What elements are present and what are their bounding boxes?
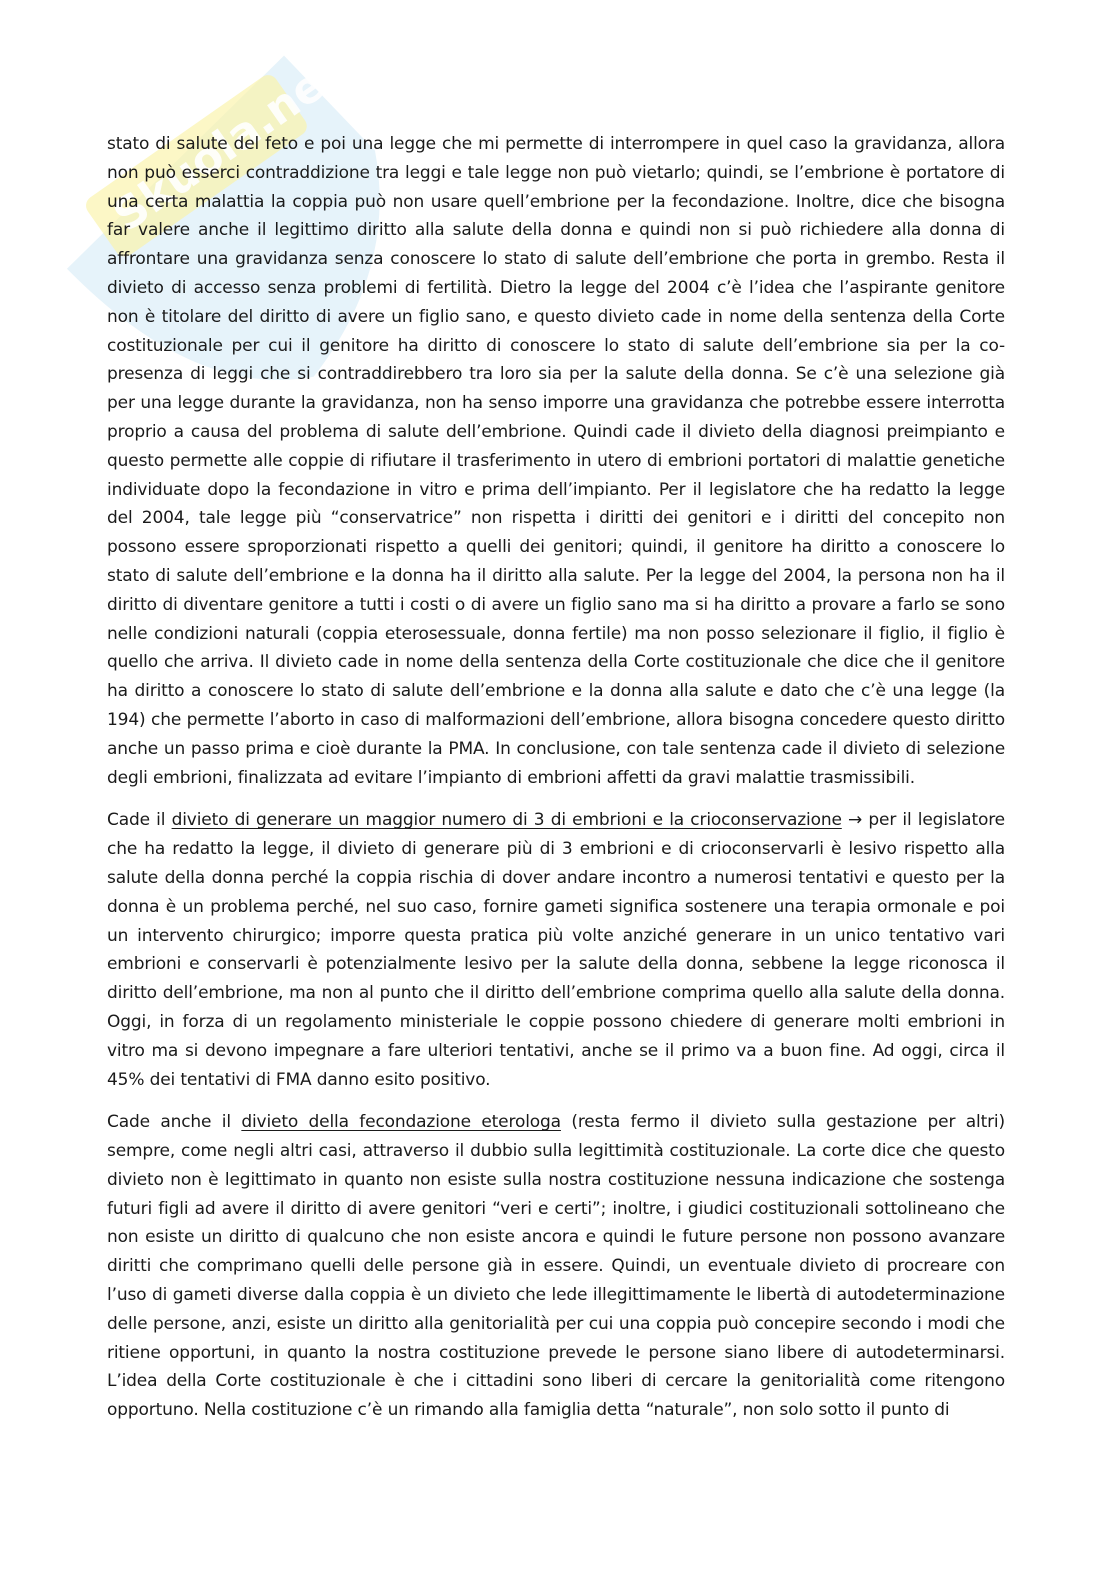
paragraph-3-text: (resta fermo il divieto sulla gestazione per altri) sempre, come negli altri casi, attraverso il dubbio sulla legittimità costituzionale. La corte dice che questo divieto non è legittimato in quanto non esiste sulla nostra costituzione nessuna indicazione che sostenga futuri figli ad avere il diritto di avere genitori “veri e certi”; inoltre, i giudici costituzionali sottolineano che non esiste un diritto di qualcuno che non esiste ancora e quindi le future persone non possono avanzare diritti che comprimano quelli delle persone già in essere. Quindi, un eventuale divieto di procreare con l’uso di gameti diverse dalla coppia è un divieto che lede illegittimamente le libertà di autodeterminazione delle persone, anzi, esiste un diritto alla genitorialità per cui una coppia può concepire secondo i modi che ritiene opportuni, in quanto la nostra costituzione prevede le persone siano libere di autodeterminarsi. L’idea della Corte costituzionale è che i cittadini sono liberi di cercare la genitorialità come ritengono opportuno. Nella costituzione c’è un rimando alla famiglia detta “naturale”, non solo sotto il punto di: [107, 1112, 1005, 1421]
paragraph-2: [107, 806, 1005, 1094]
arrow-icon: →: [841, 810, 869, 831]
paragraph-1: [107, 130, 1005, 792]
document-body: [107, 130, 1005, 1425]
paragraph-3-underlined-heading: divieto della fecondazione eterologa: [241, 1112, 561, 1133]
paragraph-2-underlined-heading: divieto di generare un maggior numero di 3 di embrioni e la crioconservazione: [171, 810, 842, 831]
paragraph-3-lead: Cade anche il: [107, 1112, 242, 1133]
paragraph-2-text: per il legislatore che ha redatto la legge, il divieto di generare più di 3 embrioni e di crioconservarli è lesivo rispetto alla salute della donna perché la coppia rischia di dover andare incontro a numerosi tentativi e questo per la donna è un problema perché, nel suo caso, fornire gameti significa sostenere una terapia ormonale e poi un intervento chirurgico; imporre questa pratica più volte anziché generare in un unico tentativo vari embrioni e conservarli è potenzialmente lesivo per la salute della donna, sebbene la legge riconosca il diritto dell’embrione, ma non al punto che il diritto dell’embrione comprima quello alla salute della donna. Oggi, in forza di un regolamento ministeriale le coppie possono chiedere di generare molti embrioni in vitro ma si devono impegnare a fare ulteriori tentativi, anche se il primo va a buon fine. Ad oggi, circa il 45% dei tentativi di FMA danno esito positivo.: [107, 810, 1005, 1090]
paragraph-1-text: stato di salute del feto e poi una legge che mi permette di interrompere in quel caso la gravidanza, allora non può esserci contraddizione tra leggi e tale legge non può vietarlo; quindi, se l’embrione è portatore di una certa malattia la coppia può non usare quell’embrione per la fecondazione. Inoltre, dice che bisogna far valere anche il legittimo diritto alla salute della donna e quindi non si può richiedere alla donna di affrontare una gravidanza senza conoscere lo stato di salute dell’embrione che porta in grembo. Resta il divieto di accesso senza problemi di fertilità. Dietro la legge del 2004 c’è l’idea che l’aspirante genitore non è titolare del diritto di avere un figlio sano, e questo divieto cade in nome della sentenza della Corte costituzionale per cui il genitore ha diritto di conoscere lo stato di salute dell’embrione sia per la co-presenza di leggi che si contraddirebbero tra loro sia per la salute della donna. Se c’è una selezione già per una legge durante la gravidanza, non ha senso imporre una gravidanza che potrebbe essere interrotta proprio a causa del problema di salute dell’embrione. Quindi cade il divieto della diagnosi preimpianto e questo permette alle coppie di rifiutare il trasferimento in utero di embrioni portatori di malattie genetiche individuate dopo la fecondazione in vitro e prima dell’impianto. Per il legislatore che ha redatto la legge del 2004, tale legge più “conservatrice” non rispetta i diritti dei genitori e i diritti del concepito non possono essere sproporzionati rispetto a quelli dei genitori; quindi, il genitore ha diritto a conoscere lo stato di salute dell’embrione e la donna ha il diritto alla salute. Per la legge del 2004, la persona non ha il diritto di diventare genitore a tutti i costi o di avere un figlio sano ma si ha diritto a provare a farlo se sono nelle condizioni naturali (coppia eterosessuale, donna fertile) ma non posso selezionare il figlio, il figlio è quello che arriva. Il divieto cade in nome della sentenza della Corte costituzionale che dice che il genitore ha diritto a conoscere lo stato di salute dell’embrione e la donna alla salute e dato che c’è una legge (la 194) che permette l’aborto in caso di malformazioni dell’embrione, allora bisogna concedere questo diritto anche un passo prima e cioè durante la PMA. In conclusione, con tale sentenza cade il divieto di selezione degli embrioni, finalizzata ad evitare l’impianto di embrioni affetti da gravi malattie trasmissibili.: [107, 134, 1005, 788]
paragraph-3: [107, 1108, 1005, 1425]
paragraph-2-lead: Cade il: [107, 810, 172, 831]
watermark-text: Skuola.net: [104, 47, 352, 242]
